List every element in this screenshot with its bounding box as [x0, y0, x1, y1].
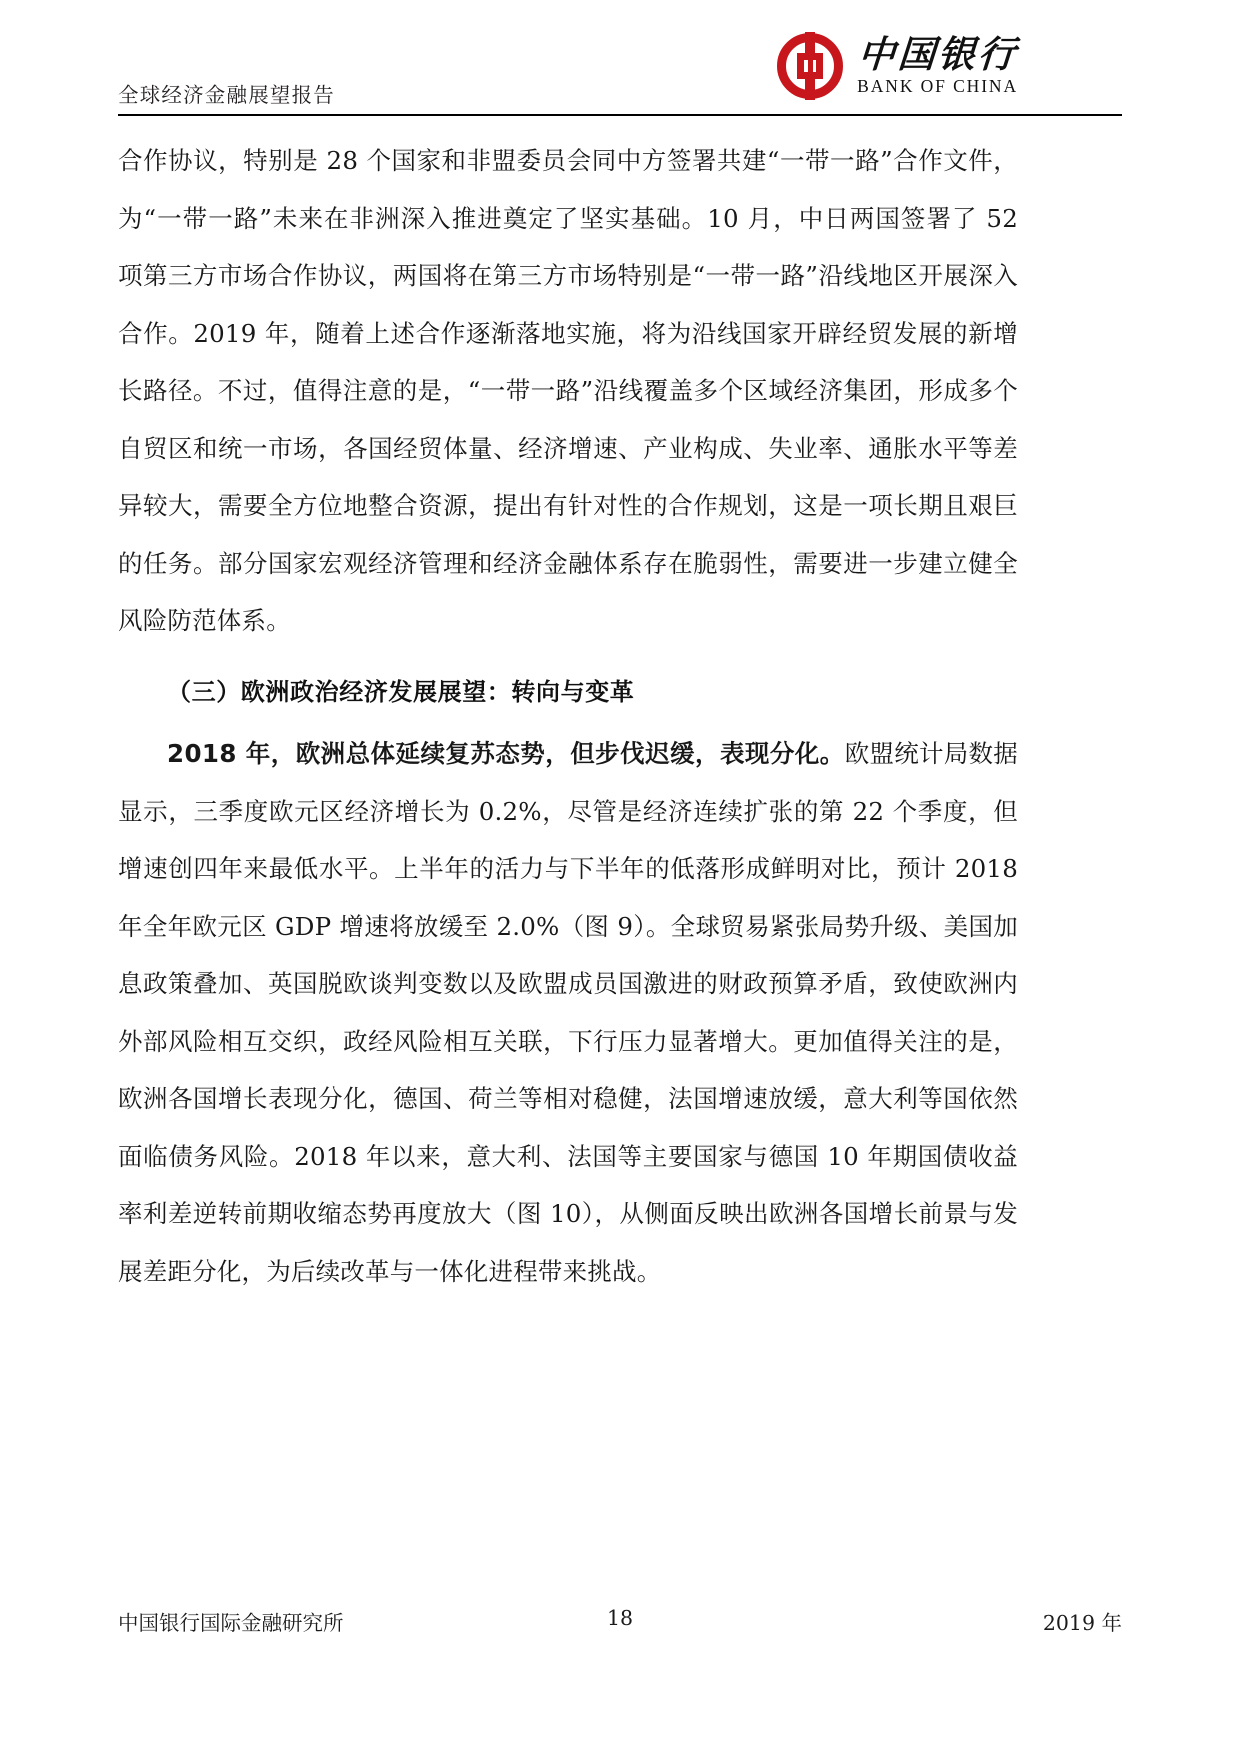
footer-institute: 中国银行国际金融研究所	[118, 1611, 344, 1635]
footer-page-number: 18	[606, 1606, 634, 1630]
section-heading-europe: （三）欧洲政治经济发展展望：转向与变革	[167, 677, 635, 706]
paragraph-belt-and-road: 合作协议，特别是 28 个国家和非盟委员会同中方签署共建“一带一路”合作文件，为“一带一路”未来在非洲深入推进奠定了坚实基础。10 月，中日两国签署了 52 项第三方市场合作协议，两国将在第三方市场特别是“一带一路”沿线地区开展深入合作。2019 年，随着上述合作逐渐落地实施，将为沿线国家开辟经贸发展的新增长路径。不过，值得注意的是，“一带一路”沿线覆盖多个区域经济集团，形成多个自贸区和统一市场，各国经贸体量、经济增速、产业构成、失业率、通胀水平等差异较大，需要全方位地整合资源，提出有针对性的合作规划，这是一项长期且艰巨的任务。部分国家宏观经济管理和经济金融体系存在脆弱性，需要进一步建立健全风险防范体系。	[118, 146, 1018, 635]
page-content	[118, 132, 1018, 1300]
bank-of-china-logo	[777, 22, 1018, 110]
paragraph-body-text: 欧盟统计局数据显示，三季度欧元区经济增长为 0.2%，尽管是经济连续扩张的第 22 个季度，但增速创四年来最低水平。上半年的活力与下半年的低落形成鲜明对比，预计 2018 年全年欧元区 GDP 增速将放缓至 2.0%（图 9）。全球贸易紧张局势升级、美国加息政策叠加、英国脱欧谈判变数以及欧盟成员国激进的财政预算矛盾，致使欧洲内外部风险相互交织，政经风险相互关联，下行压力显著增大。更加值得关注的是，欧洲各国增长表现分化，德国、荷兰等相对稳健，法国增速放缓，意大利等国依然面临债务风险。2018 年以来，意大利、法国等主要国家与德国 10 年期国债收益率利差逆转前期收缩态势再度放大（图 10），从侧面反映出欧洲各国增长前景与发展差距分化，为后续改革与一体化进程带来挑战。	[118, 739, 1018, 1286]
boc-logo-icon	[777, 33, 843, 99]
page-title: 全球经济金融展望报告	[118, 83, 335, 107]
logo-wordmark	[856, 32, 1020, 97]
paragraph-lead-bold: 2018 年，欧洲总体延续复苏态势，但步伐迟缓，表现分化。	[167, 739, 845, 768]
logo-english-name: BANK OF CHINA	[857, 76, 1018, 97]
page-header	[118, 22, 1018, 114]
header-divider	[118, 114, 1122, 116]
page-footer	[118, 1606, 1122, 1640]
footer-year: 2019 年	[1042, 1611, 1122, 1635]
logo-chinese-name: 中国银行	[856, 32, 1020, 77]
paragraph-europe-outlook	[118, 725, 1018, 1300]
